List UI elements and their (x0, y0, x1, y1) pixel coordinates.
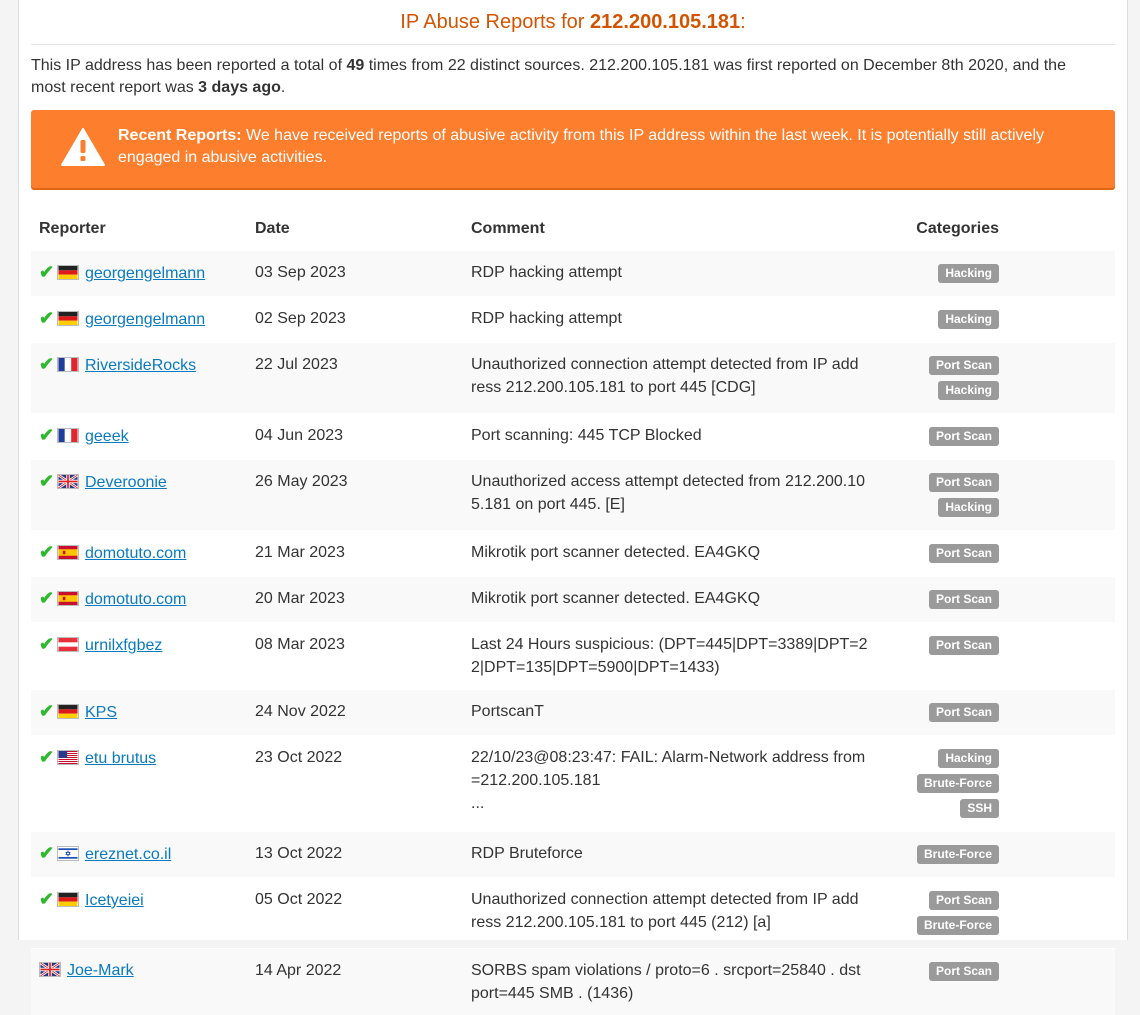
categories-cell (889, 531, 1115, 577)
table-row (31, 623, 1115, 690)
categories-cell (889, 343, 1115, 414)
verified-check-icon: ✔ (39, 700, 57, 723)
reporter-cell (31, 690, 247, 736)
reporter-cell (31, 297, 247, 343)
category-badge[interactable]: Port Scan (929, 703, 999, 722)
header-date: Date (247, 208, 463, 251)
category-badge[interactable]: Brute-Force (917, 916, 999, 935)
verified-check-icon: ✔ (39, 353, 57, 376)
report-date: 26 May 2023 (247, 460, 463, 531)
alert-label: Recent Reports: (118, 127, 242, 144)
categories-cell (889, 460, 1115, 531)
report-date: 04 Jun 2023 (247, 414, 463, 460)
summary-total: 49 (346, 57, 364, 74)
header-reporter: Reporter (31, 208, 247, 251)
reports-table (31, 208, 1115, 1015)
reporter-link[interactable]: georgengelmann (85, 311, 205, 328)
report-date: 21 Mar 2023 (247, 531, 463, 577)
report-comment: Unauthorized access attempt detected from 212.200.10 5.181 on port 445. [E] (463, 460, 889, 531)
report-date: 23 Oct 2022 (247, 736, 463, 832)
title-ip: 212.200.105.181 (590, 11, 740, 33)
reporter-link[interactable]: Deveroonie (85, 474, 167, 491)
category-badge[interactable]: SSH (960, 799, 999, 818)
report-date: 20 Mar 2023 (247, 577, 463, 623)
report-date: 05 Oct 2022 (247, 878, 463, 949)
reporter-cell (31, 531, 247, 577)
table-row (31, 460, 1115, 531)
israel-flag-icon (57, 846, 79, 861)
reporter-cell (31, 623, 247, 690)
reporter-cell (31, 343, 247, 414)
category-badge[interactable]: Hacking (938, 310, 999, 329)
category-badge[interactable]: Port Scan (929, 473, 999, 492)
reporter-link[interactable]: urnilxfgbez (85, 637, 162, 654)
france-flag-icon (57, 428, 79, 443)
report-panel (18, 0, 1128, 940)
table-header-row (31, 208, 1115, 251)
alert-text: We have received reports of abusive activity from this IP address within the last week. It is potentially still actively engaged in abusive activities. (118, 127, 1044, 166)
category-badge[interactable]: Port Scan (929, 590, 999, 609)
spain-flag-icon (57, 545, 79, 560)
reports-table-body (31, 251, 1115, 1015)
report-comment: Mikrotik port scanner detected. EA4GKQ (463, 531, 889, 577)
table-row (31, 949, 1115, 1015)
reporter-link[interactable]: geeek (85, 428, 129, 445)
categories-cell (889, 623, 1115, 690)
report-date: 14 Apr 2022 (247, 949, 463, 1015)
usa-flag-icon (57, 750, 79, 765)
category-badge[interactable]: Port Scan (929, 962, 999, 981)
category-badge[interactable]: Brute-Force (917, 845, 999, 864)
reporter-cell (31, 251, 247, 297)
table-row (31, 414, 1115, 460)
summary-text-1: This IP address has been reported a total of (31, 57, 346, 74)
reporter-cell (31, 736, 247, 832)
report-comment: Port scanning: 445 TCP Blocked (463, 414, 889, 460)
report-date: 13 Oct 2022 (247, 832, 463, 878)
reporter-cell (31, 414, 247, 460)
category-badge[interactable]: Hacking (938, 264, 999, 283)
report-date: 22 Jul 2023 (247, 343, 463, 414)
category-badge[interactable]: Port Scan (929, 891, 999, 910)
table-row (31, 251, 1115, 297)
reporter-cell (31, 577, 247, 623)
reporter-link[interactable]: Icetyeiei (85, 892, 144, 909)
summary-text-3: . (281, 79, 285, 96)
categories-cell (889, 251, 1115, 297)
verified-check-icon: ✔ (39, 633, 57, 656)
table-row (31, 690, 1115, 736)
verified-check-icon: ✔ (39, 307, 57, 330)
reporter-cell (31, 460, 247, 531)
austria-flag-icon (57, 637, 79, 652)
verified-check-icon: ✔ (39, 888, 57, 911)
report-date: 08 Mar 2023 (247, 623, 463, 690)
category-badge[interactable]: Hacking (938, 381, 999, 400)
categories-cell (889, 949, 1115, 1015)
verified-check-icon: ✔ (39, 541, 57, 564)
categories-cell (889, 878, 1115, 949)
title-suffix: : (740, 11, 746, 33)
category-badge[interactable]: Brute-Force (917, 774, 999, 793)
table-row (31, 343, 1115, 414)
reporter-link[interactable]: Joe-Mark (67, 962, 134, 979)
category-badge[interactable]: Hacking (938, 498, 999, 517)
alert-message (118, 125, 1088, 169)
title-divider (31, 44, 1115, 45)
category-badge[interactable]: Hacking (938, 749, 999, 768)
germany-flag-icon (57, 265, 79, 280)
reporter-link[interactable]: etu brutus (85, 750, 156, 767)
reporter-link[interactable]: RiversideRocks (85, 357, 196, 374)
germany-flag-icon (57, 892, 79, 907)
report-date: 03 Sep 2023 (247, 251, 463, 297)
france-flag-icon (57, 357, 79, 372)
germany-flag-icon (57, 704, 79, 719)
recent-reports-alert (31, 110, 1115, 188)
verified-check-icon: ✔ (39, 746, 57, 769)
reporter-link[interactable]: georgengelmann (85, 265, 205, 282)
report-summary (31, 55, 1101, 99)
header-categories: Categories (889, 208, 1115, 251)
reporter-link[interactable]: domotuto.com (85, 545, 186, 562)
report-date: 02 Sep 2023 (247, 297, 463, 343)
verified-check-icon: ✔ (39, 842, 57, 865)
table-row (31, 577, 1115, 623)
report-date: 24 Nov 2022 (247, 690, 463, 736)
report-comment: RDP hacking attempt (463, 251, 889, 297)
page-title (31, 11, 1115, 34)
report-comment: Unauthorized connection attempt detected from IP add ress 212.200.105.181 to port 445 (212) [a] (463, 878, 889, 949)
category-badge[interactable]: Port Scan (929, 636, 999, 655)
reporter-cell (31, 832, 247, 878)
reporter-link[interactable]: KPS (85, 704, 117, 721)
reporter-cell (31, 949, 247, 1015)
categories-cell (889, 832, 1115, 878)
report-comment: RDP hacking attempt (463, 297, 889, 343)
report-comment: Last 24 Hours suspicious: (DPT=445|DPT=3389|DPT=2 2|DPT=135|DPT=5900|DPT=1433) (463, 623, 889, 690)
uk-flag-icon (57, 474, 79, 489)
report-comment: RDP Bruteforce (463, 832, 889, 878)
summary-recent: 3 days ago (198, 79, 281, 96)
table-row (31, 531, 1115, 577)
spain-flag-icon (57, 591, 79, 606)
table-row (31, 878, 1115, 949)
header-comment: Comment (463, 208, 889, 251)
table-row (31, 736, 1115, 832)
reporter-link[interactable]: ereznet.co.il (85, 846, 171, 863)
categories-cell (889, 736, 1115, 832)
summary-text-2: times from 22 distinct sources. 212.200.105.181 was first reported on December 8th 2020, and the most recent report was (31, 57, 1066, 96)
germany-flag-icon (57, 311, 79, 326)
report-comment: Mikrotik port scanner detected. EA4GKQ (463, 577, 889, 623)
category-badge[interactable]: Port Scan (929, 356, 999, 375)
category-badge[interactable]: Port Scan (929, 544, 999, 563)
reporter-link[interactable]: domotuto.com (85, 591, 186, 608)
reporter-cell (31, 878, 247, 949)
report-comment: SORBS spam violations / proto=6 . srcport=25840 . dst port=445 SMB . (1436) (463, 949, 889, 1015)
report-comment: PortscanT (463, 690, 889, 736)
categories-cell (889, 577, 1115, 623)
uk-flag-icon (39, 962, 61, 977)
categories-cell (889, 690, 1115, 736)
report-comment: Unauthorized connection attempt detected from IP add ress 212.200.105.181 to port 445 [CDG] (463, 343, 889, 414)
table-row (31, 832, 1115, 878)
category-badge[interactable]: Port Scan (929, 427, 999, 446)
report-comment: 22/10/23@08:23:47: FAIL: Alarm-Network address from =212.200.105.181 ... (463, 736, 889, 832)
warning-icon (61, 128, 105, 166)
title-prefix: IP Abuse Reports for (400, 11, 590, 33)
verified-check-icon: ✔ (39, 587, 57, 610)
verified-check-icon: ✔ (39, 424, 57, 447)
categories-cell (889, 297, 1115, 343)
table-row (31, 297, 1115, 343)
categories-cell (889, 414, 1115, 460)
verified-check-icon: ✔ (39, 470, 57, 493)
verified-check-icon: ✔ (39, 261, 57, 284)
